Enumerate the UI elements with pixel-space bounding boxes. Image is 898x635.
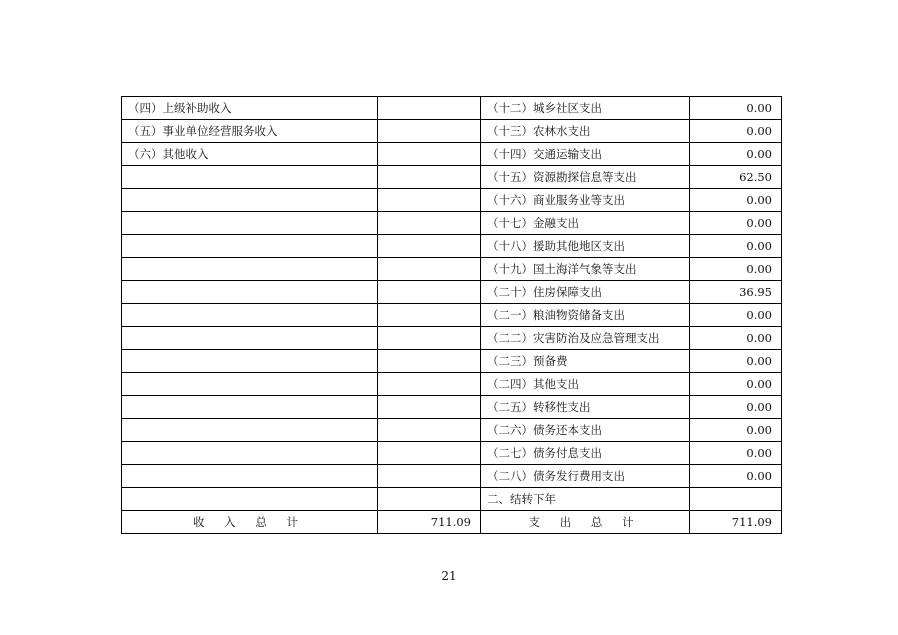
expense-total-label: 支 出 总 计 <box>481 511 690 534</box>
income-item-cell <box>122 304 378 327</box>
expense-amount-cell: 0.00 <box>690 189 782 212</box>
expense-amount-cell: 0.00 <box>690 396 782 419</box>
expense-amount-cell: 0.00 <box>690 419 782 442</box>
table-row <box>122 442 782 465</box>
total-row <box>122 511 782 534</box>
income-item-cell <box>122 235 378 258</box>
expense-item-cell: （二一）粮油物资储备支出 <box>481 304 690 327</box>
expense-item-cell: （十八）援助其他地区支出 <box>481 235 690 258</box>
income-item-cell <box>122 166 378 189</box>
expense-amount-cell: 0.00 <box>690 304 782 327</box>
expense-amount-cell: 0.00 <box>690 327 782 350</box>
table-row <box>122 350 782 373</box>
expense-item-cell: （十三）农林水支出 <box>481 120 690 143</box>
table-row <box>122 166 782 189</box>
income-item-cell <box>122 396 378 419</box>
income-amount-cell <box>378 465 481 488</box>
income-item-cell <box>122 419 378 442</box>
income-item-cell <box>122 465 378 488</box>
expense-item-cell: （二三）预备费 <box>481 350 690 373</box>
income-item-cell <box>122 488 378 511</box>
table-row <box>122 235 782 258</box>
expense-item-cell: （二十）住房保障支出 <box>481 281 690 304</box>
expense-amount-cell: 0.00 <box>690 97 782 120</box>
income-amount-cell <box>378 442 481 465</box>
expense-item-cell: （二二）灾害防治及应急管理支出 <box>481 327 690 350</box>
table-row <box>122 143 782 166</box>
table-row <box>122 465 782 488</box>
expense-amount-cell: 0.00 <box>690 120 782 143</box>
expense-amount-cell: 0.00 <box>690 350 782 373</box>
expense-item-cell: （十六）商业服务业等支出 <box>481 189 690 212</box>
expense-amount-cell: 0.00 <box>690 465 782 488</box>
expense-amount-cell: 0.00 <box>690 143 782 166</box>
income-amount-cell <box>378 419 481 442</box>
expense-amount-cell: 62.50 <box>690 166 782 189</box>
income-total-value: 711.09 <box>378 511 481 534</box>
income-item-cell <box>122 281 378 304</box>
income-amount-cell <box>378 258 481 281</box>
income-item-cell: （四）上级补助收入 <box>122 97 378 120</box>
expense-item-cell: （十五）资源勘探信息等支出 <box>481 166 690 189</box>
table-row <box>122 189 782 212</box>
table-row <box>122 281 782 304</box>
income-item-cell <box>122 373 378 396</box>
table-row <box>122 120 782 143</box>
income-item-cell <box>122 212 378 235</box>
income-amount-cell <box>378 281 481 304</box>
table-row <box>122 212 782 235</box>
income-amount-cell <box>378 97 481 120</box>
income-amount-cell <box>378 235 481 258</box>
expense-item-cell: （十九）国土海洋气象等支出 <box>481 258 690 281</box>
income-item-cell: （六）其他收入 <box>122 143 378 166</box>
expense-amount-cell: 0.00 <box>690 212 782 235</box>
expense-amount-cell: 0.00 <box>690 235 782 258</box>
expense-item-cell: （二八）债务发行费用支出 <box>481 465 690 488</box>
expense-item-cell: （十七）金融支出 <box>481 212 690 235</box>
expense-amount-cell <box>690 488 782 511</box>
table-row <box>122 327 782 350</box>
income-item-cell: （五）事业单位经营服务收入 <box>122 120 378 143</box>
income-amount-cell <box>378 488 481 511</box>
table-row <box>122 488 782 511</box>
income-total-label: 收 入 总 计 <box>122 511 378 534</box>
expense-total-value: 711.09 <box>690 511 782 534</box>
table-row <box>122 373 782 396</box>
income-amount-cell <box>378 304 481 327</box>
expense-item-cell: （二五）转移性支出 <box>481 396 690 419</box>
expense-item-cell: （十四）交通运输支出 <box>481 143 690 166</box>
income-item-cell <box>122 258 378 281</box>
expense-item-cell: （二七）债务付息支出 <box>481 442 690 465</box>
budget-table <box>121 96 782 534</box>
expense-item-cell: （二四）其他支出 <box>481 373 690 396</box>
income-item-cell <box>122 189 378 212</box>
table-row <box>122 97 782 120</box>
expense-item-cell: （二六）债务还本支出 <box>481 419 690 442</box>
income-item-cell <box>122 350 378 373</box>
expense-item-cell: 二、结转下年 <box>481 488 690 511</box>
income-amount-cell <box>378 212 481 235</box>
expense-amount-cell: 0.00 <box>690 258 782 281</box>
expense-amount-cell: 0.00 <box>690 442 782 465</box>
table-body <box>122 97 782 511</box>
table-row <box>122 304 782 327</box>
expense-item-cell: （十二）城乡社区支出 <box>481 97 690 120</box>
income-amount-cell <box>378 327 481 350</box>
table-row <box>122 258 782 281</box>
income-amount-cell <box>378 120 481 143</box>
income-amount-cell <box>378 166 481 189</box>
income-amount-cell <box>378 189 481 212</box>
table-row <box>122 396 782 419</box>
table-row <box>122 419 782 442</box>
income-amount-cell <box>378 143 481 166</box>
expense-amount-cell: 0.00 <box>690 373 782 396</box>
expense-amount-cell: 36.95 <box>690 281 782 304</box>
income-amount-cell <box>378 373 481 396</box>
income-item-cell <box>122 442 378 465</box>
income-amount-cell <box>378 396 481 419</box>
page-number: 21 <box>441 569 457 583</box>
income-item-cell <box>122 327 378 350</box>
income-amount-cell <box>378 350 481 373</box>
